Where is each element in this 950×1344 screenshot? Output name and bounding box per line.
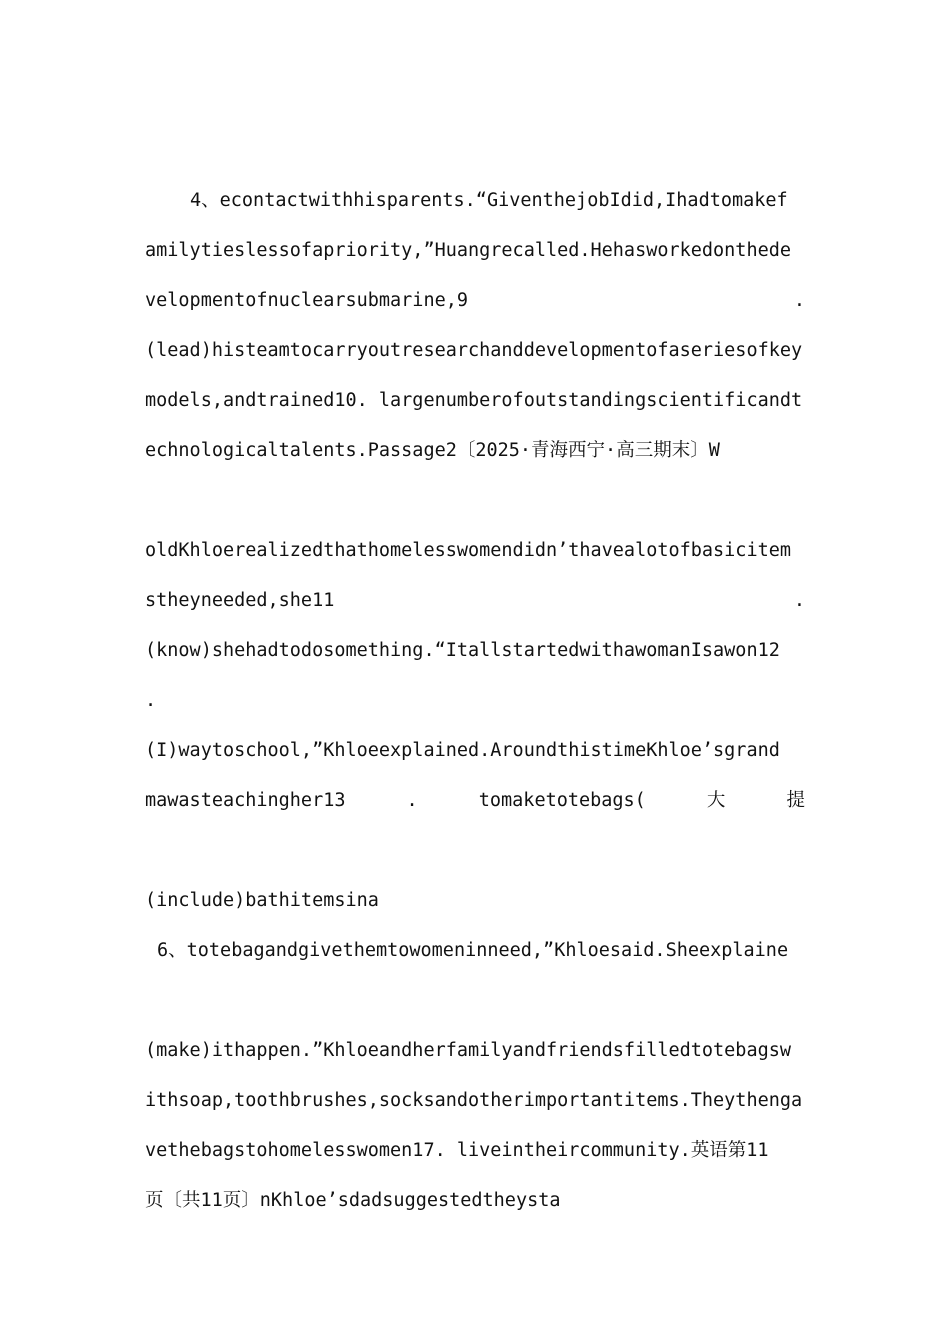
text-line: . — [145, 690, 157, 711]
text-line: (make)ithappen.”Khloeandherfamilyandfriendsfilledtotebagsw — [145, 1040, 792, 1061]
text-segment: mawasteachingher13 — [145, 790, 346, 811]
text-line — [145, 586, 805, 616]
text-line — [145, 836, 805, 866]
text-line — [145, 786, 805, 816]
text-segment: stheyneeded,she11 — [145, 590, 335, 611]
text-line: echnologicaltalents.Passage2〔2025·青海西宁·高三期末〕W — [145, 440, 720, 461]
text-segment: 大 — [706, 790, 726, 811]
text-line — [145, 986, 805, 1016]
text-line: vethebagstohomelesswomen17. liveintheircommunity.英语第11 — [145, 1140, 769, 1161]
text-line: (I)waytoschool,”Khloeexplained.AroundthistimeKhloe’sgrand — [145, 740, 780, 761]
blank-dot: . — [793, 590, 805, 611]
text-line — [145, 286, 805, 316]
text-line: (know)shehadtodosomething.“ItallstartedwithawomanIsawon12 — [145, 640, 780, 661]
text-line: (lead)histeamtocarryoutresearchanddevelopmentofaseriesofkey — [145, 340, 803, 361]
text-line: 6、totebagandgivethemtowomeninneed,”Khloesaid.Sheexplaine — [157, 940, 789, 961]
text-line — [145, 486, 805, 516]
text-line: amilytieslessofapriority,”Huangrecalled.Hehasworkedonthede — [145, 240, 792, 261]
text-segment: velopmentofnuclearsubmarine,9 — [145, 290, 469, 311]
text-segment: 提 — [786, 790, 805, 811]
blank-dot: . — [406, 790, 418, 811]
text-line: oldKhloerealizedthathomelesswomendidn’thavealotofbasicitem — [145, 540, 792, 561]
text-segment: tomaketotebags( — [478, 790, 646, 811]
blank-dot: . — [793, 290, 805, 311]
text-line: models,andtrained10. largenumberofoutstandingscientificandt — [145, 390, 803, 411]
text-line: 4、econtactwithhisparents.“GiventhejobIdid,Ihadtomakef — [190, 190, 788, 211]
text-line: ithsoap,toothbrushes,socksandotherimportantitems.Theythenga — [145, 1090, 803, 1111]
text-line: (include)bathitemsina — [145, 890, 379, 911]
text-line: 页〔共11页〕nKhloe’sdadsuggestedtheysta — [145, 1190, 561, 1211]
